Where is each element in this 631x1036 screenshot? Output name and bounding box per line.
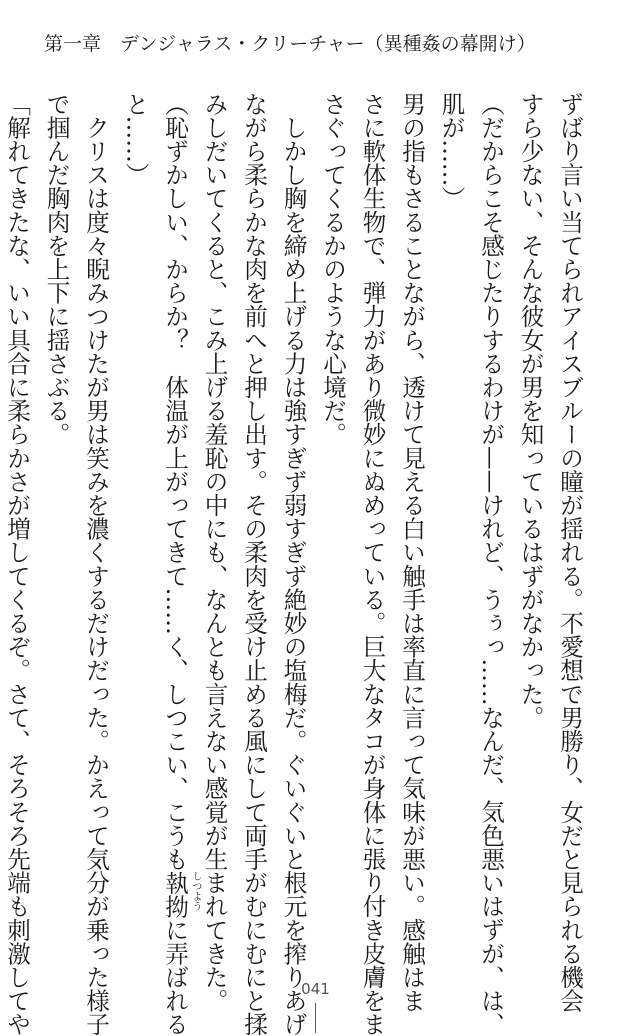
text-line-11-tail: に弄ばれる <box>161 918 189 1036</box>
text-line-9: ながら柔らかな肉を前へと押し出す。その柔肉を受け止める風にして両手がむにむにと揉 <box>240 92 268 1036</box>
text-line-10: みしだいてくると、こみ上げる羞恥の中にも、なんとも言えない感覚が生まれてきた。 <box>200 92 229 1013</box>
text-line-14: で掴んだ胸肉を上下に揺さぶる。 <box>42 92 71 446</box>
text-line-11-head: （恥ずかしい、からか？ 体温が上がってきて……く、しつこい、こうも <box>161 92 189 871</box>
ruby-word <box>161 870 201 918</box>
page-number: 041 <box>301 980 330 998</box>
page-number-rule <box>315 1003 316 1033</box>
ruby-reading: しつよう <box>190 870 201 911</box>
text-line-5: 男の指もさることながら、透けて見える白い触手は率直に言って気味が悪い。感触はま <box>398 92 426 1013</box>
chapter-title: 第一章 デンジャラス・クリーチャー（異種姦の幕開け） <box>44 33 536 55</box>
text-line-11 <box>155 92 201 1036</box>
text-line-7: さぐってくるかのような心境だ。 <box>319 92 347 446</box>
ruby-base: 執拗 <box>161 870 189 918</box>
text-line-6: さに軟体生物で、弾力があり微妙にぬめっている。巨大なタコが身体に張り付き皮膚をま <box>358 92 387 1036</box>
text-line-12: と……） <box>121 92 150 187</box>
text-line-1: ずばり言い当てられアイスブルーの瞳が揺れる。不愛想で男勝り、女だと見られる機会 <box>556 92 584 1013</box>
text-line-4: 肌が……） <box>437 92 466 210</box>
text-line-8: しかし胸を締め上げる力は強すぎず弱すぎず絶妙の塩梅だ。ぐいぐいと根元を搾りあげ <box>279 92 308 1036</box>
text-line-15: 「解れてきたな、いい具合に柔らかさが増してくるぞ。さて、そろそろ先端も刺激してや <box>3 92 31 1036</box>
text-line-3: （だからこそ感じたりするわけが——けれど、うぅっ……なんだ、気色悪いはずが、は、 <box>477 92 505 1036</box>
text-line-2: すら少ない、そんな彼女が男を知っているはずがなかった。 <box>516 92 545 730</box>
text-line-13: クリスは度々睨みつけたが男は笑みを濃くするだけだった。かえって気分が乗った様子 <box>82 92 110 1036</box>
